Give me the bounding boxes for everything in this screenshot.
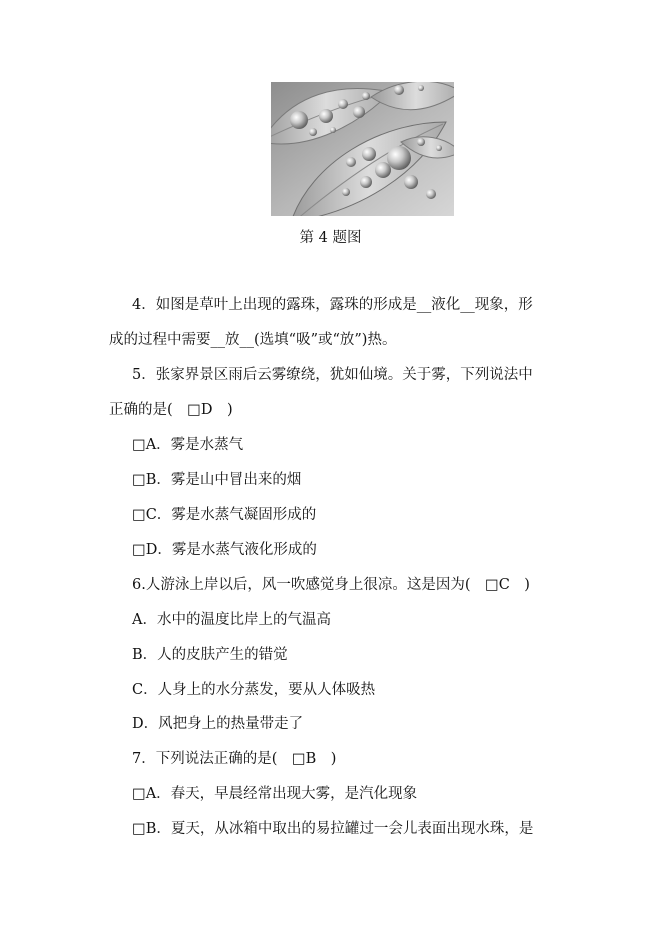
question-6-stem: 6.人游泳上岸以后，风一吹感觉身上很凉。这是因为( □C ) [132,577,530,593]
question-5-option-b: □B．雾是山中冒出来的烟 [132,472,302,488]
question-5-option-d: □D．雾是水蒸气液化形成的 [132,542,317,558]
question-5-stem-line-2: 正确的是( □D ) [109,402,233,418]
question-7-option-a: □A．春天，早晨经常出现大雾，是汽化现象 [132,786,418,802]
dew-drops-on-leaf-image [271,82,454,216]
question-6-option-d: D．风把身上的热量带走了 [132,716,304,732]
question-4-line-1: 4．如图是草叶上出现的露珠，露珠的形成是__液化__现象，形 [132,297,533,313]
question-7-stem: 7．下列说法正确的是( □B ) [132,751,337,767]
figure-caption: 第 4 题图 [299,230,362,246]
question-6-option-a: A．水中的温度比岸上的气温高 [132,612,331,628]
question-5-stem-line-1: 5．张家界景区雨后云雾缭绕，犹如仙境。关于雾，下列说法中 [132,367,533,383]
question-5-option-a: □A．雾是水蒸气 [132,437,244,453]
question-6-option-b: B．人的皮肤产生的错觉 [132,647,288,663]
question-7-option-b: □B．夏天，从冰箱中取出的易拉罐过一会儿表面出现水珠，是 [132,821,534,837]
question-5-option-c: □C．雾是水蒸气凝固形成的 [132,507,317,523]
question-4-line-2: 成的过程中需要__放__(选填“吸”或“放”)热。 [109,332,397,348]
question-6-option-c: C．人身上的水分蒸发，要从人体吸热 [132,682,376,698]
